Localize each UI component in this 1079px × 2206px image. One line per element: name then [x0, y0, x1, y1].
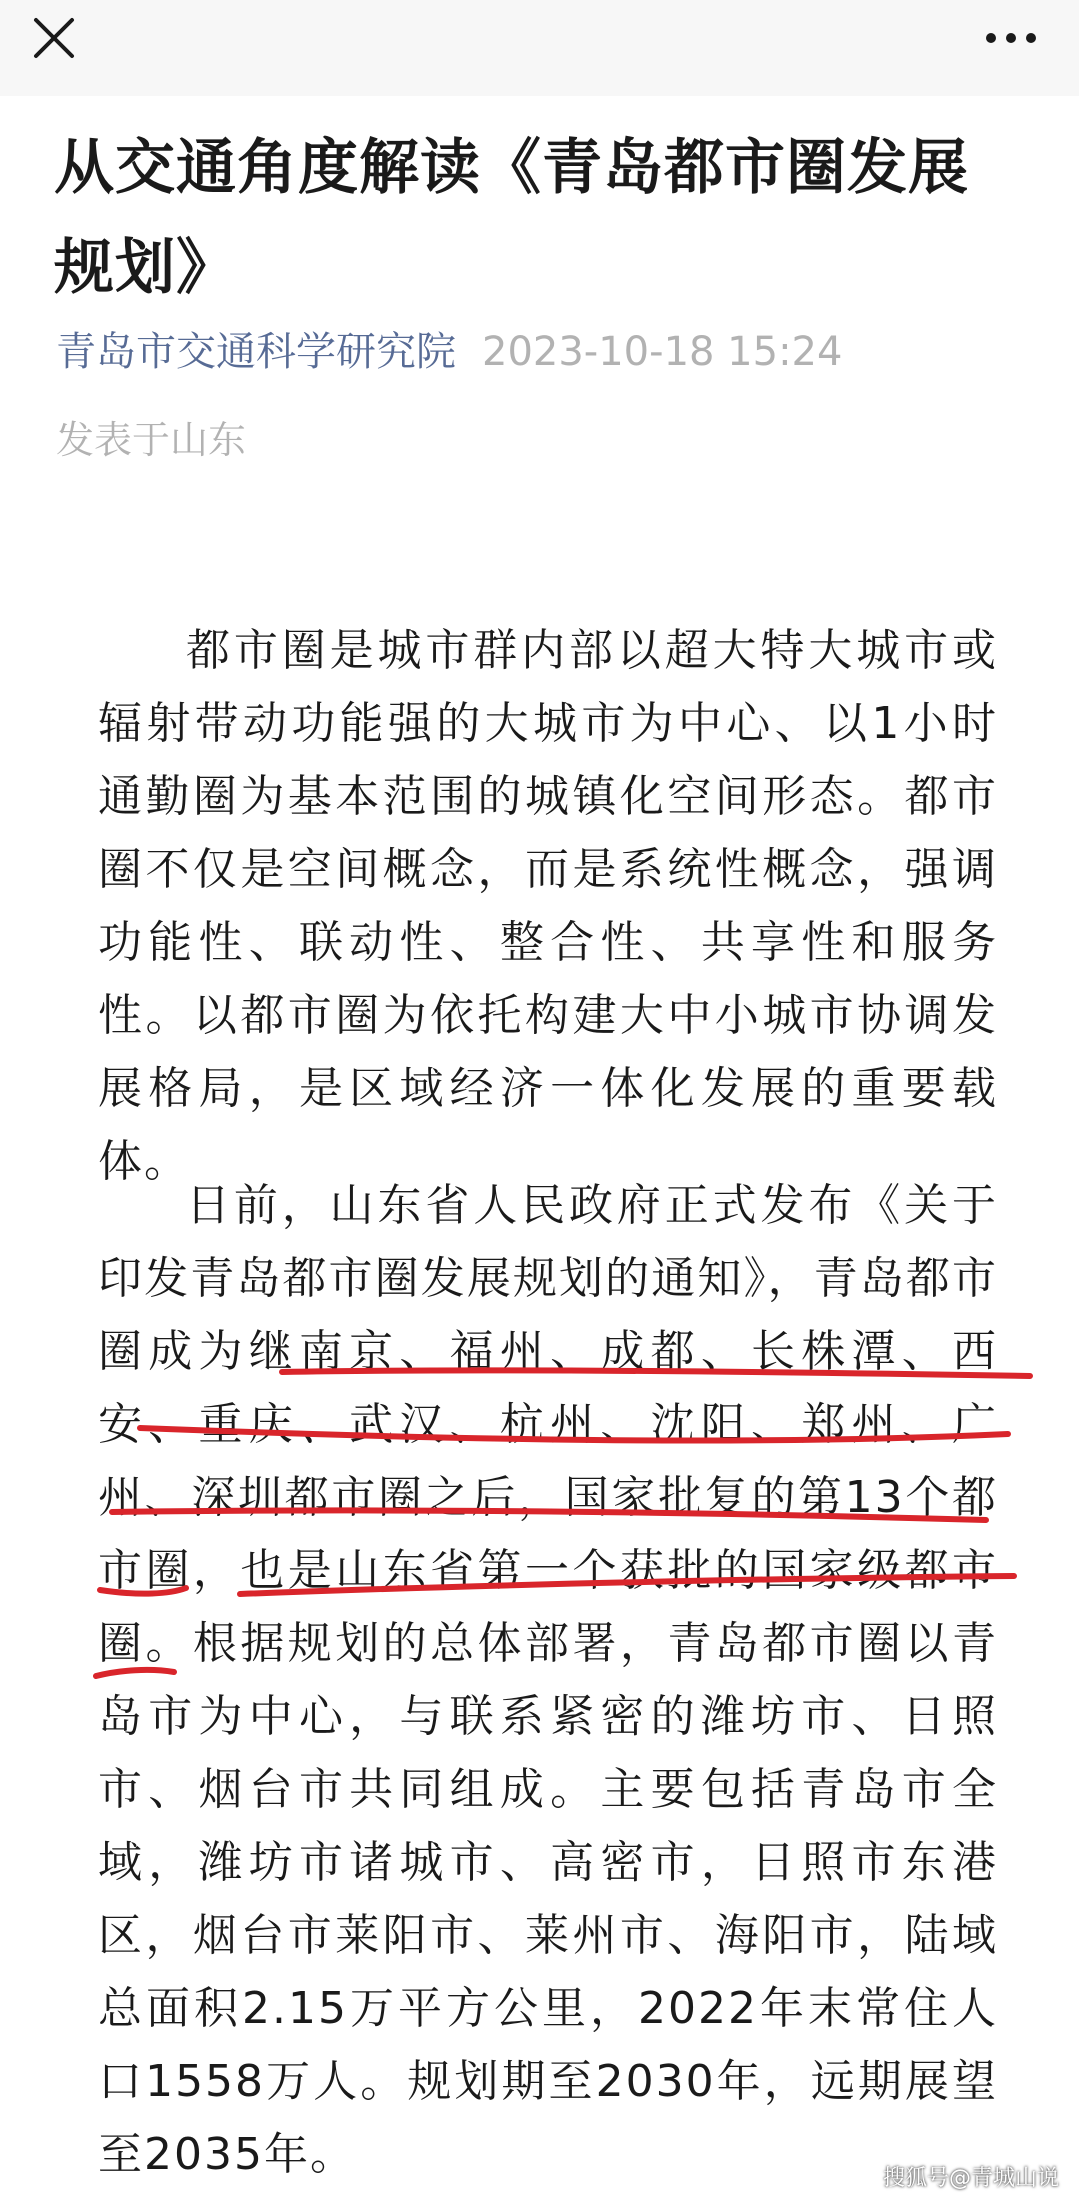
author-link[interactable]: 青岛市交通科学研究院: [56, 329, 456, 375]
article-meta: [56, 322, 842, 382]
article-body: [98, 614, 998, 2180]
more-dots-icon: [983, 22, 1039, 54]
close-icon: [30, 14, 78, 62]
watermark: 搜狐号@青城山说: [882, 2166, 1059, 2191]
publish-location: 发表于山东: [56, 418, 247, 462]
top-bar: [0, 0, 1079, 96]
article-title: 从交通角度解读《青岛都市圈发展规划》: [54, 133, 969, 303]
close-button[interactable]: [30, 14, 78, 62]
publish-date: 2023-10-18 15:24: [482, 329, 843, 375]
paragraph: 日前，山东省人民政府正式发布《关于印发青岛都市圈发展规划的通知》，青岛都市圈成为继南京、福州、成都、长株潭、西安、重庆、武汉、杭州、沈阳、郑州、广州、深圳都市圈之后，国家批复的第13个都市圈，也是山东省第一个获批的国家级都市圈。根据规划的总体部署，青岛都市圈以青岛市为中心，与联系紧密的潍坊市、日照市、烟台市共同组成。主要包括青岛市全域，潍坊市诸城市、高密市，日照市东港区，烟台市莱阳市、莱州市、海阳市，陆域总面积2.15万平方公里，2022年末常住人口1558万人。规划期至2030年，远期展望至2035年。: [98, 1180, 998, 2180]
paragraph: 都市圈是城市群内部以超大特大城市或辐射带动功能强的大城市为中心、以1小时通勤圈为基本范围的城镇化空间形态。都市圈不仅是空间概念，而是系统性概念，强调功能性、联动性、整合性、共享性和服务性。以都市圈为依托构建大中小城市协调发展格局，是区域经济一体化发展的重要载体。: [98, 625, 998, 1187]
more-button[interactable]: [983, 22, 1039, 54]
